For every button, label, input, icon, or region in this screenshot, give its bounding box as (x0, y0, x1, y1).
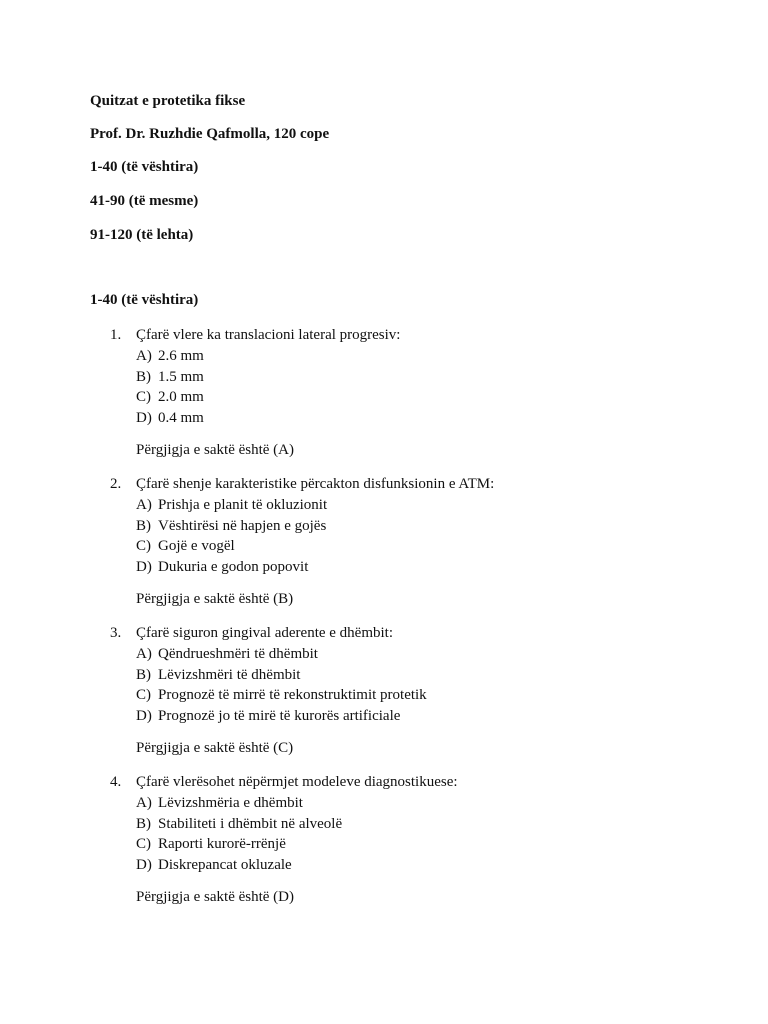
option-text: 1.5 mm (158, 368, 204, 385)
question-number: 3. (110, 625, 122, 641)
question-line (110, 623, 710, 644)
option-letter: D) (136, 558, 152, 575)
option-letter: D) (136, 409, 152, 426)
document-title: Quitzat e protetika fikse (90, 93, 246, 109)
question-text: Çfarë vlere ka translacioni lateral progresiv: (136, 327, 401, 343)
option-text: 2.6 mm (158, 348, 204, 364)
question-number: 4. (110, 774, 122, 790)
option-text: Stabiliteti i dhëmbit në alveolë (158, 815, 343, 832)
question-line (110, 325, 710, 346)
option-letter: B) (136, 368, 151, 385)
option-letter: C) (136, 538, 151, 554)
option-text: Vështirësi në hapjen e gojës (158, 517, 327, 534)
option-letter: A) (136, 497, 152, 513)
question-text: Çfarë shenje karakteristike përcakton disfunksionin e ATM: (136, 476, 495, 492)
option-text: Prishja e planit të okluzionit (158, 497, 328, 513)
answer-option (110, 557, 710, 578)
correct-answer: Përgjigja e saktë është (D) (136, 889, 295, 905)
option-letter: B) (136, 666, 151, 683)
answer-option (110, 834, 710, 855)
option-letter: D) (136, 856, 152, 873)
option-text: Prognozë të mirrë të rekonstruktimit protetik (158, 687, 427, 703)
answer-option (110, 706, 710, 727)
answer-option (110, 665, 710, 686)
answer-option (110, 685, 710, 706)
answer-option (110, 495, 710, 516)
answer-option (110, 408, 710, 429)
question-block (110, 325, 710, 461)
option-letter: C) (136, 687, 151, 703)
option-text: Diskrepancat okluzale (158, 856, 292, 873)
option-letter: C) (136, 389, 151, 405)
question-number: 2. (110, 476, 122, 492)
answer-option (110, 793, 710, 814)
difficulty-range-easy: 91-120 (të lehta) (90, 227, 194, 243)
option-text: Lëvizshmëria e dhëmbit (158, 795, 303, 811)
answer-option (110, 536, 710, 557)
question-line (110, 772, 710, 793)
question-line (110, 474, 710, 495)
option-text: Prognozë jo të mirë të kurorës artificiale (158, 707, 401, 724)
section-heading: 1-40 (të vështira) (90, 292, 199, 308)
question-block (110, 772, 710, 908)
difficulty-range-hard: 1-40 (të vështira) (90, 159, 199, 175)
answer-option (110, 855, 710, 876)
correct-answer: Përgjigja e saktë është (C) (136, 740, 294, 756)
answer-option (110, 814, 710, 835)
answer-option (110, 367, 710, 388)
option-text: Qëndrueshmëri të dhëmbit (158, 646, 318, 662)
question-block (110, 623, 710, 759)
option-text: Lëvizshmëri të dhëmbit (158, 666, 301, 683)
question-block (110, 474, 710, 610)
option-text: Dukuria e godon popovit (158, 558, 309, 575)
question-text: Çfarë vlerësohet nëpërmjet modeleve diagnostikuese: (136, 774, 458, 790)
answer-option (110, 346, 710, 367)
option-text: Raporti kurorë-rrënjë (158, 836, 286, 852)
answer-option (110, 644, 710, 665)
option-text: 0.4 mm (158, 409, 204, 426)
option-letter: B) (136, 517, 151, 534)
difficulty-range-medium: 41-90 (të mesme) (90, 193, 199, 209)
option-letter: A) (136, 348, 152, 364)
option-letter: A) (136, 795, 152, 811)
answer-option (110, 516, 710, 537)
option-text: 2.0 mm (158, 389, 204, 405)
option-letter: B) (136, 815, 151, 832)
option-letter: A) (136, 646, 152, 662)
author-line: Prof. Dr. Ruzhdie Qafmolla, 120 cope (90, 126, 330, 142)
question-number: 1. (110, 327, 122, 343)
option-letter: C) (136, 836, 151, 852)
correct-answer: Përgjigja e saktë është (B) (136, 591, 294, 607)
correct-answer: Përgjigja e saktë është (A) (136, 442, 295, 458)
option-letter: D) (136, 707, 152, 724)
option-text: Gojë e vogël (158, 538, 235, 554)
question-text: Çfarë siguron gingival aderente e dhëmbit: (136, 625, 393, 641)
answer-option (110, 387, 710, 408)
